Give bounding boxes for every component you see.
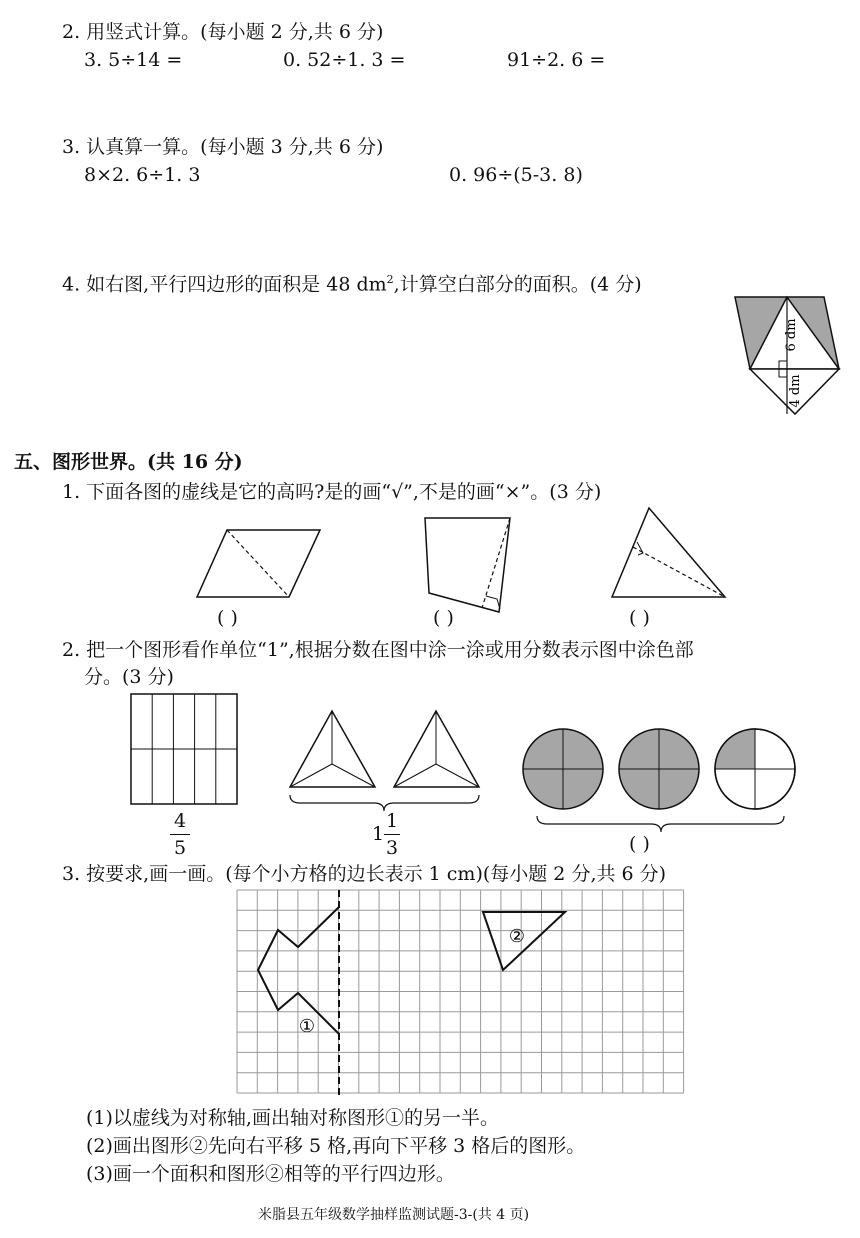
q4-heading-text-b: ,计算空白部分的面积。(4 分)	[393, 273, 642, 296]
q4-label-4dm: 4 dm	[788, 374, 803, 408]
q3-item-1: 8×2. 6÷1. 3	[84, 164, 201, 186]
q2-item-1: 3. 5÷14 =	[84, 49, 183, 71]
s5-q3-task-3: (3)画一个面积和图形②相等的平行四边形。	[86, 1163, 455, 1185]
shape-1	[258, 907, 339, 1034]
q2-heading: 2. 用竖式计算。(每小题 2 分,共 6 分)	[62, 21, 384, 43]
s5-q1-heading: 1. 下面各图的虚线是它的高吗?是的画“√”,不是的画“×”。(3 分)	[62, 481, 602, 503]
q4-heading-sup: 2	[386, 273, 394, 286]
frac2-num: 1	[385, 810, 399, 832]
q3-heading: 3. 认真算一算。(每小题 3 分,共 6 分)	[62, 136, 384, 158]
frac2-den: 3	[385, 837, 399, 859]
q3-item-2: 0. 96÷(5-3. 8)	[449, 164, 583, 186]
frac2-whole: 1	[372, 823, 385, 845]
shape-1-label: ①	[298, 1016, 316, 1037]
q2-item-2: 0. 52÷1. 3 =	[283, 49, 406, 71]
page-footer: 米脂县五年级数学抽样监测试题-3-(共 4 页)	[258, 1207, 530, 1223]
q4-heading-text: 4. 如右图,平行四边形的面积是 48 dm	[62, 273, 387, 296]
s5-q2-answer[interactable]: ( )	[629, 833, 650, 855]
s5-q3-task-1: (1)以虚线为对称轴,画出轴对称图形①的另一半。	[86, 1107, 499, 1129]
q4-label-6dm: 6 dm	[784, 318, 799, 352]
frac1-num: 4	[173, 810, 187, 832]
s5-q1-answer-3[interactable]: ( )	[629, 607, 650, 629]
s5-q1-answer-2[interactable]: ( )	[433, 607, 454, 629]
s5-q1-answer-1[interactable]: ( )	[217, 607, 238, 629]
frac1-den: 5	[173, 837, 187, 859]
section5-heading: 五、图形世界。(共 16 分)	[14, 451, 243, 473]
shape-2-label: ②	[508, 926, 526, 947]
s5-q3-heading: 3. 按要求,画一画。(每个小方格的边长表示 1 cm)(每小题 2 分,共 6 分)	[62, 863, 667, 885]
q2-item-3: 91÷2. 6 =	[507, 49, 606, 71]
s5-q3-task-2: (2)画出图形②先向右平移 5 格,再向下平移 3 格后的图形。	[86, 1135, 586, 1157]
s5-q2-heading-1: 2. 把一个图形看作单位“1”,根据分数在图中涂一涂或用分数表示图中涂色部	[62, 639, 694, 661]
s5-q2-heading-2: 分。(3 分)	[84, 666, 174, 688]
